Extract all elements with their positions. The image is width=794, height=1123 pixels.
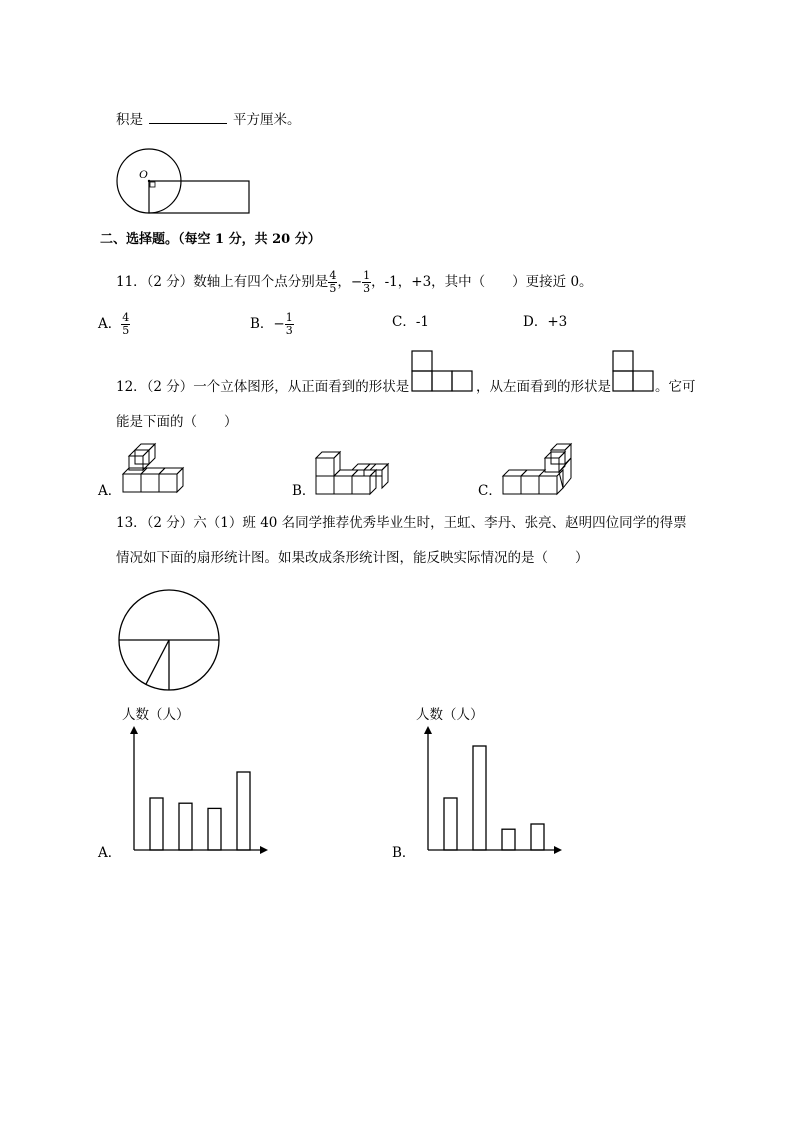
q12-stem-part-2: ，从左面看到的形状是 [476, 379, 611, 395]
chart-b-x-axis-arrow [554, 846, 562, 854]
q12-stem-line-2: 能是下面的（ ） [116, 414, 238, 430]
q13-option-b-label[interactable]: B． [392, 845, 416, 861]
pie-chart [116, 587, 222, 693]
q13-option-a-label[interactable]: A． [98, 845, 122, 861]
q13-stem-line-2: 情况如下面的扇形统计图。如果改成条形统计图，能反映实际情况的是（ ） [116, 550, 589, 566]
center-label: O [139, 167, 148, 181]
q12-stem-part-3: 。它可 [655, 379, 696, 395]
chart-a-ylabel: 人数（人） [122, 707, 190, 723]
q12-option-a-cubes[interactable] [122, 442, 186, 494]
q11-option-a-fraction: $\frac{4}{5}$ [122, 311, 130, 337]
q10-suffix: 平方厘米。 [233, 112, 301, 128]
chart-a-bar-2 [179, 803, 192, 850]
figure-rectangle [149, 181, 249, 213]
front-view-shape [411, 350, 473, 392]
bar-chart-a[interactable] [128, 722, 273, 857]
chart-a-x-axis-arrow [260, 846, 268, 854]
q12-option-c-cubes[interactable] [502, 442, 576, 496]
section-2-heading: 二、选择题。（每空 1 分，共 20 分） [100, 232, 321, 247]
q12-option-a-label[interactable]: A． [98, 483, 122, 499]
right-angle-mark [150, 182, 155, 187]
q11-stem-end: ，-1，+3，其中（ ）更接近 0。 [371, 274, 593, 290]
chart-b-ylabel: 人数（人） [416, 707, 484, 723]
pie-slice-boundary-4 [146, 640, 169, 684]
chart-a-bar-3 [208, 808, 221, 850]
q12-stem-part-1: 12．（2 分）一个立体图形，从正面看到的形状是 [116, 379, 410, 395]
q10-answer-line [116, 111, 301, 129]
chart-b-bar-3 [502, 829, 515, 850]
q11-option-a[interactable]: A． $\frac{4}{5}$ [98, 311, 130, 337]
q11-stem-start: 11．（2 分）数轴上有四个点分别是 [116, 274, 329, 290]
q12-option-c-label[interactable]: C． [478, 483, 502, 499]
chart-a-y-axis-arrow [130, 726, 138, 734]
q10-answer-blank[interactable] [149, 111, 227, 124]
q10-prefix: 积是 [116, 112, 143, 128]
chart-b-bar-1 [444, 798, 457, 850]
chart-a-bar-4 [237, 772, 250, 850]
q11-fraction-1: $\frac{4}{5}$ [329, 269, 337, 295]
q11-option-b-fraction: $\frac{1}{3}$ [285, 311, 293, 337]
q12-option-b-cubes[interactable] [315, 450, 389, 496]
q11-option-b[interactable]: B．− $\frac{1}{3}$ [250, 311, 293, 337]
chart-b-bar-4 [531, 824, 544, 850]
q12-option-b-label[interactable]: B． [292, 483, 316, 499]
chart-a-bar-1 [150, 798, 163, 850]
bar-chart-b[interactable] [422, 722, 567, 857]
chart-b-bar-2 [473, 746, 486, 850]
q13-stem-line-1: 13．（2 分）六（1）班 40 名同学推荐优秀毕业生时，王虹、李丹、张亮、赵明四位同学的得票 [116, 515, 687, 531]
q11-fraction-2-sign: − [350, 274, 363, 290]
q11-option-c[interactable]: C．-1 [392, 314, 429, 330]
center-point [148, 180, 150, 182]
q11-stem: 11．（2 分）数轴上有四个点分别是 $\frac{4}{5}$ ，− $\frac{1}{3}$ ，-1，+3，其中（ ）更接近 0。 [116, 269, 593, 295]
chart-b-y-axis-arrow [424, 726, 432, 734]
left-view-shape [612, 350, 654, 392]
q11-fraction-2: $\frac{1}{3}$ [363, 269, 371, 295]
circle-rectangle-figure [110, 145, 260, 220]
q11-option-d[interactable]: D．+3 [523, 314, 568, 330]
